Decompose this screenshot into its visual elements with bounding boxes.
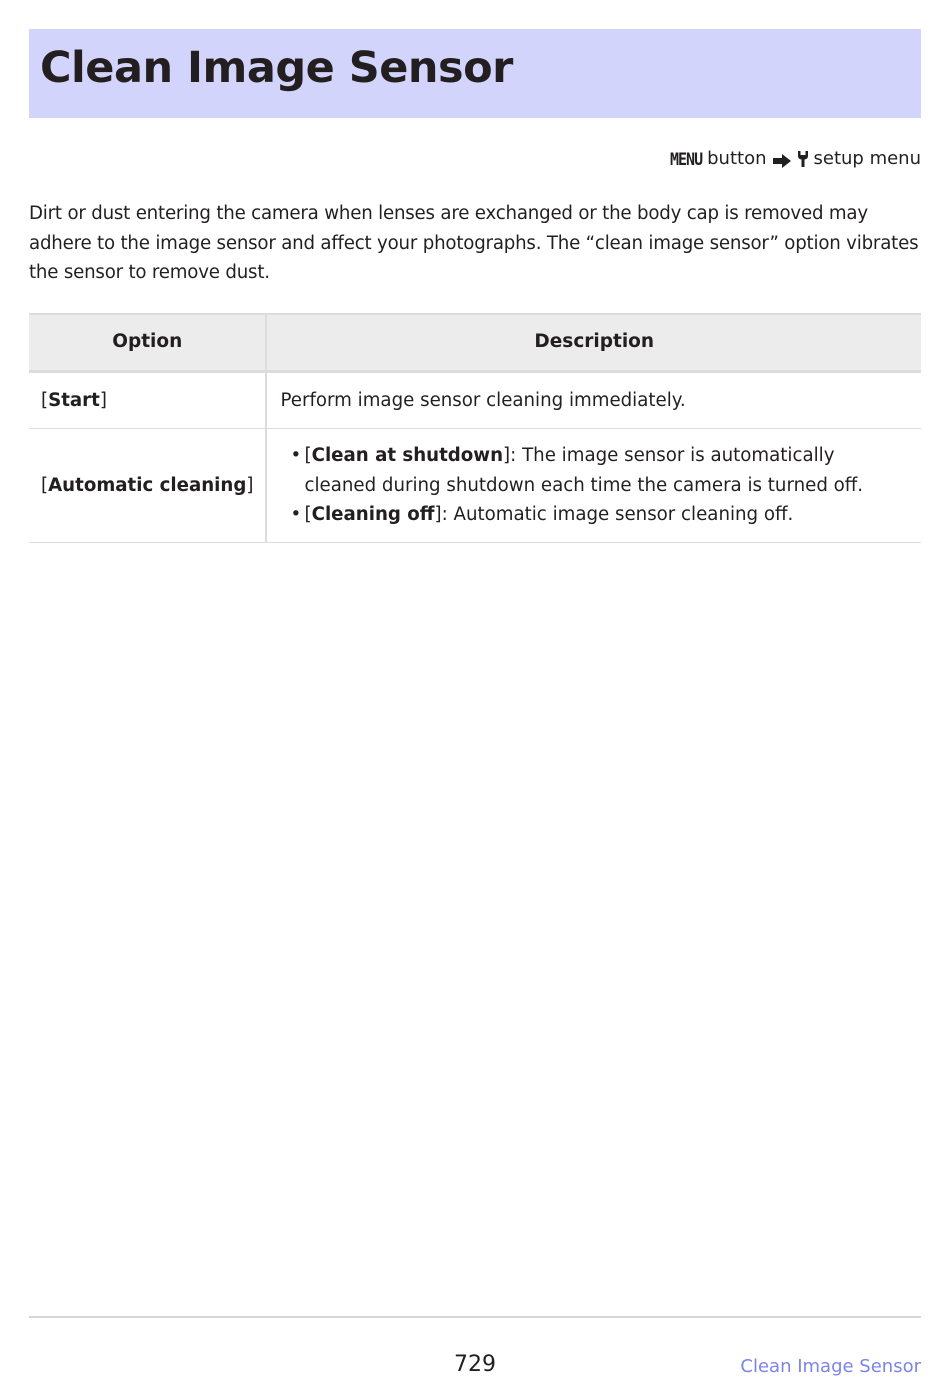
bullet-list xyxy=(279,441,909,530)
setup-menu-text: setup menu xyxy=(813,148,921,169)
description-cell: Perform image sensor cleaning immediately. xyxy=(266,372,921,429)
list-item: • [Cleaning off]: Automatic image sensor cleaning off. xyxy=(279,500,909,530)
option-name: Automatic cleaning xyxy=(48,475,247,496)
options-table xyxy=(29,313,921,543)
footer-divider xyxy=(29,1316,921,1318)
arrow-right-icon xyxy=(772,151,792,167)
bullet-text: : Automatic image sensor cleaning off. xyxy=(441,504,794,526)
description-cell xyxy=(266,429,921,543)
menu-path xyxy=(670,146,921,172)
page-number: 729 xyxy=(454,1352,496,1377)
wrench-icon xyxy=(797,150,809,168)
bullet-text: : The image sensor is automatically cleaned during shutdown each time the camera is turned off. xyxy=(304,445,864,496)
page-title: Clean Image Sensor xyxy=(40,43,513,93)
option-cell: [Automatic cleaning] xyxy=(29,429,266,543)
bullet-term: Cleaning off xyxy=(311,504,435,526)
option-name: Start xyxy=(48,390,100,411)
table-top-border xyxy=(29,313,921,315)
table-header-row xyxy=(29,313,921,372)
option-cell: [Start] xyxy=(29,372,266,429)
intro-paragraph: Dirt or dust entering the camera when lenses are exchanged or the body cap is removed may adhere to the image sensor and affect your photographs. The “clean image sensor” option vibrates the sensor to remove dust. xyxy=(29,203,919,283)
menu-button-text: button xyxy=(707,148,767,169)
menu-key-label: MENU xyxy=(670,148,703,170)
bullet-term: Clean at shutdown xyxy=(311,445,504,467)
list-item: • [Clean at shutdown]: The image sensor is automatically cleaned during shutdown each time the camera is turned off. xyxy=(279,441,909,500)
table-row xyxy=(29,429,921,543)
title-banner xyxy=(29,29,921,118)
header-option: Option xyxy=(29,313,266,372)
header-description: Description xyxy=(266,313,921,372)
section-link[interactable]: Clean Image Sensor xyxy=(740,1356,921,1377)
table-row xyxy=(29,372,921,429)
